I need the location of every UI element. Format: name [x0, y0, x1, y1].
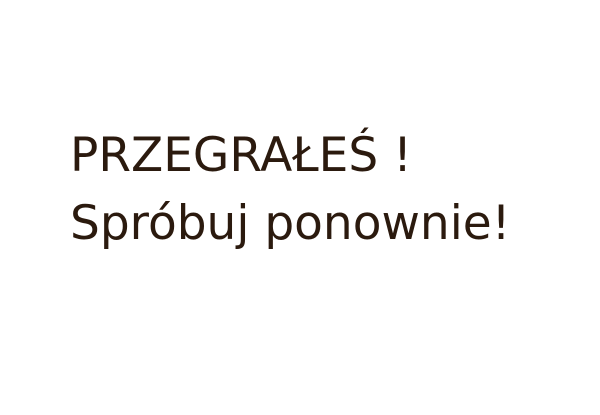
game-over-message: [70, 122, 511, 258]
retry-prompt: Spróbuj ponownie!: [70, 196, 511, 251]
game-over-title: PRZEGRAŁEŚ !: [70, 128, 412, 183]
